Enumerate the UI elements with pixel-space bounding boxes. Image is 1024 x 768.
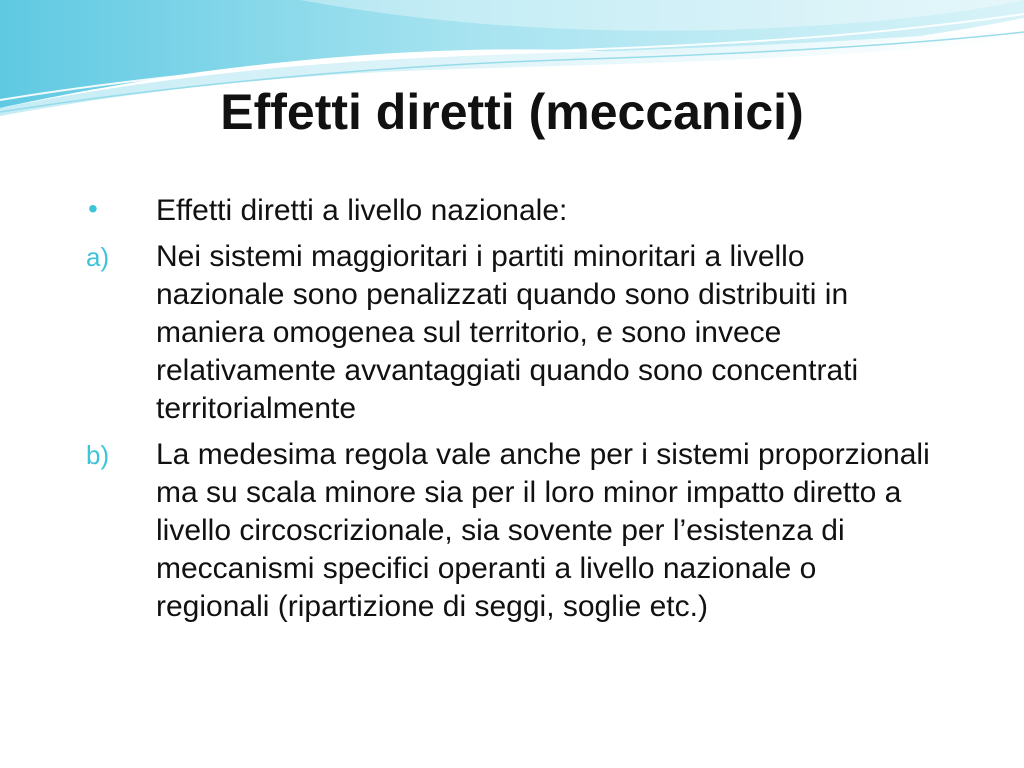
list-item bbox=[86, 436, 936, 626]
list-item-text: Effetti diretti a livello nazionale: bbox=[156, 194, 568, 227]
list-item bbox=[86, 238, 936, 428]
list-item-text: Nei sistemi maggioritari i partiti minoritari a livello nazionale sono penalizzati quando sono distribuiti in maniera omogenea sul territorio, e sono invece relativamente avvantaggiati quando sono concentrati territorialmente bbox=[156, 240, 859, 425]
list-marker-a: a) bbox=[86, 242, 110, 272]
slide-body bbox=[86, 192, 936, 634]
list-item-text: La medesima regola vale anche per i sistemi proporzionali ma su scala minore sia per il loro minor impatto diretto a livello circoscrizionale, sia sovente per l’esistenza di meccanismi specifici operanti a livello nazionale o regionali (ripartizione di seggi, soglie etc.) bbox=[156, 438, 930, 623]
slide-title: Effetti diretti (meccanici) bbox=[220, 84, 804, 140]
list-item bbox=[86, 192, 936, 230]
bullet-icon: • bbox=[88, 193, 98, 224]
list-marker-b: b) bbox=[86, 440, 110, 470]
